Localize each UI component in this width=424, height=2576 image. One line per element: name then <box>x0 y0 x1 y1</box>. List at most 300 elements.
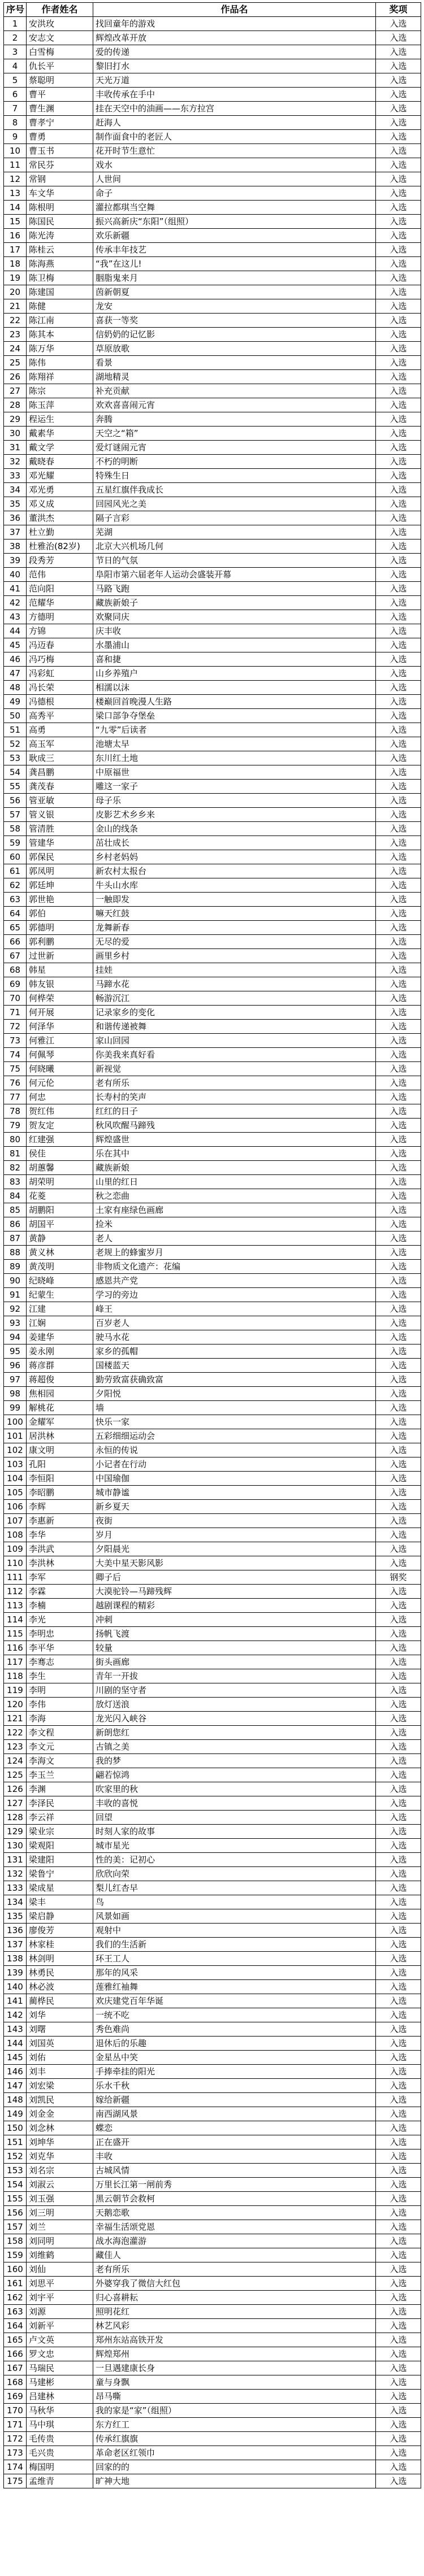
author-name: 龚茂春 <box>27 780 93 794</box>
row-number: 64 <box>4 907 27 921</box>
row-number: 140 <box>4 1980 27 1994</box>
row-number: 56 <box>4 794 27 808</box>
author-name: 曹生渊 <box>27 102 93 116</box>
award: 入选 <box>376 723 421 737</box>
table-row <box>4 158 421 172</box>
author-name: 马秋华 <box>27 2404 93 2418</box>
award: 入选 <box>376 511 421 525</box>
award: 入选 <box>376 1542 421 1556</box>
row-number: 93 <box>4 1316 27 1330</box>
table-row <box>4 1867 421 1881</box>
author-name: 刘金金 <box>27 2107 93 2121</box>
award: 入选 <box>376 1500 421 1514</box>
table-row <box>4 1726 421 1740</box>
award: 入选 <box>376 2474 421 2488</box>
row-number: 77 <box>4 1090 27 1104</box>
table-row <box>4 1472 421 1486</box>
work-title: 不朽的明断 <box>93 455 376 469</box>
work-title: 川剧的坚守者 <box>93 1683 376 1698</box>
author-name: 曹孝宁 <box>27 116 93 130</box>
author-name: 李光 <box>27 1613 93 1627</box>
row-number: 22 <box>4 314 27 328</box>
row-number: 139 <box>4 1966 27 1980</box>
work-title: 蝶恋 <box>93 2121 376 2135</box>
row-number: 144 <box>4 2037 27 2051</box>
author-name: 李伟 <box>27 1698 93 1712</box>
award: 入选 <box>376 1048 421 1062</box>
award: 入选 <box>376 427 421 441</box>
award: 入选 <box>376 808 421 822</box>
row-number: 16 <box>4 229 27 243</box>
author-name: 杜雅治(82岁) <box>27 539 93 554</box>
table-row <box>4 1853 421 1867</box>
work-title: 旷神大地 <box>93 2474 376 2488</box>
row-number: 151 <box>4 2135 27 2149</box>
work-title: 中原福世 <box>93 765 376 780</box>
award: 入选 <box>376 2149 421 2164</box>
row-number: 127 <box>4 1796 27 1811</box>
table-row <box>4 1909 421 1924</box>
author-name: 林剑明 <box>27 1952 93 1966</box>
row-number: 133 <box>4 1881 27 1895</box>
table-row <box>4 215 421 229</box>
award: 入选 <box>376 2135 421 2149</box>
table-row <box>4 1147 421 1161</box>
row-number: 119 <box>4 1683 27 1698</box>
author-name: 龚昌鹏 <box>27 765 93 780</box>
award: 入选 <box>376 2277 421 2291</box>
author-name: 曹玉书 <box>27 144 93 158</box>
work-title: 回园风光之美 <box>93 497 376 511</box>
table-row <box>4 1217 421 1232</box>
award: 入选 <box>376 130 421 144</box>
work-title: 畅游沉江 <box>93 991 376 1006</box>
table-row <box>4 554 421 568</box>
row-number: 89 <box>4 1260 27 1274</box>
work-title: 辉煌改革开放 <box>93 31 376 45</box>
table-row <box>4 2093 421 2107</box>
table-row <box>4 2135 421 2149</box>
table-row <box>4 1302 421 1316</box>
row-number: 5 <box>4 73 27 88</box>
row-number: 123 <box>4 1740 27 1754</box>
row-number: 68 <box>4 963 27 977</box>
row-number: 107 <box>4 1514 27 1528</box>
award: 入选 <box>376 1881 421 1895</box>
work-title: 五星红旗伴我成长 <box>93 483 376 497</box>
author-name: 李昭鹏 <box>27 1486 93 1500</box>
table-row <box>4 2460 421 2474</box>
work-title: 嫁给新疆 <box>93 2093 376 2107</box>
award: 入选 <box>376 1175 421 1189</box>
work-title: 勤劳致富获确致富 <box>93 1373 376 1387</box>
author-name: 李军 <box>27 1570 93 1585</box>
author-name: 管清胜 <box>27 822 93 836</box>
row-number: 171 <box>4 2418 27 2432</box>
table-row <box>4 2305 421 2319</box>
table-row <box>4 384 421 398</box>
author-name: 管建华 <box>27 836 93 850</box>
row-number: 155 <box>4 2192 27 2206</box>
table-row <box>4 1669 421 1683</box>
work-title: 东川红土地 <box>93 751 376 765</box>
row-number: 78 <box>4 1104 27 1119</box>
work-title: 大漠驼铃—马蹄残辉 <box>93 1585 376 1599</box>
row-number: 141 <box>4 1994 27 2008</box>
award: 入选 <box>376 469 421 483</box>
table-row <box>4 1881 421 1895</box>
author-name: 姜永刚 <box>27 1344 93 1359</box>
author-name: 马中琪 <box>27 2418 93 2432</box>
row-number: 30 <box>4 427 27 441</box>
work-title: 天光万道 <box>93 73 376 88</box>
row-number: 118 <box>4 1669 27 1683</box>
row-number: 28 <box>4 398 27 412</box>
work-title: 池塘太早 <box>93 737 376 751</box>
table-row <box>4 2432 421 2446</box>
row-number: 84 <box>4 1189 27 1203</box>
author-name: 郭保民 <box>27 850 93 864</box>
work-title: 节日的气氛 <box>93 554 376 568</box>
award: 入选 <box>376 1443 421 1457</box>
work-title: 莲雅红袖舞 <box>93 1980 376 1994</box>
header-work-title: 作品名 <box>93 3 376 17</box>
row-number: 145 <box>4 2051 27 2065</box>
author-name: 何佩琴 <box>27 1048 93 1062</box>
row-number: 121 <box>4 1712 27 1726</box>
award: 入选 <box>376 384 421 398</box>
row-number: 72 <box>4 1020 27 1034</box>
author-name: 刘凯民 <box>27 2093 93 2107</box>
row-number: 80 <box>4 1133 27 1147</box>
author-name: 李明 <box>27 1683 93 1698</box>
award: 入选 <box>376 2390 421 2404</box>
work-title: 欢聚同庆 <box>93 610 376 624</box>
table-row <box>4 73 421 88</box>
table-row <box>4 1203 421 1217</box>
work-title: 峰王 <box>93 1302 376 1316</box>
work-title: 学习的旁边 <box>93 1288 376 1302</box>
table-row <box>4 2333 421 2347</box>
table-row <box>4 314 421 328</box>
award: 入选 <box>376 568 421 582</box>
row-number: 82 <box>4 1161 27 1175</box>
work-title: “我”在这儿! <box>93 257 376 271</box>
award: 入选 <box>376 1698 421 1712</box>
table-row <box>4 610 421 624</box>
award: 入选 <box>376 45 421 59</box>
award: 入选 <box>376 172 421 186</box>
work-title: 正在盛开 <box>93 2135 376 2149</box>
row-number: 102 <box>4 1443 27 1457</box>
row-number: 166 <box>4 2347 27 2361</box>
author-name: 邓光耀 <box>27 469 93 483</box>
row-number: 14 <box>4 201 27 215</box>
table-row <box>4 1570 421 1585</box>
row-number: 169 <box>4 2390 27 2404</box>
award: 入选 <box>376 2291 421 2305</box>
award: 入选 <box>376 1034 421 1048</box>
work-title: 湖地精灵 <box>93 370 376 384</box>
work-title: 小记者在行动 <box>93 1457 376 1472</box>
table-row <box>4 1500 421 1514</box>
award: 入选 <box>376 1867 421 1881</box>
table-row <box>4 1924 421 1938</box>
author-name: 刘仙 <box>27 2262 93 2277</box>
award: 入选 <box>376 667 421 681</box>
award: 入选 <box>376 2220 421 2234</box>
work-title: 永恒的传说 <box>93 1443 376 1457</box>
award: 入选 <box>376 398 421 412</box>
work-title: 青年一开拔 <box>93 1669 376 1683</box>
table-row <box>4 1373 421 1387</box>
award: 入选 <box>376 1895 421 1909</box>
table-row <box>4 370 421 384</box>
table-row <box>4 1712 421 1726</box>
header-author-name: 作者姓名 <box>27 3 93 17</box>
table-row <box>4 229 421 243</box>
work-title: 芜湖 <box>93 525 376 539</box>
work-title: 楼巅回首晚漫人生路 <box>93 695 376 709</box>
table-row <box>4 511 421 525</box>
work-title: 夕阳晨光 <box>93 1542 376 1556</box>
row-number: 33 <box>4 469 27 483</box>
row-number: 9 <box>4 130 27 144</box>
award: 入选 <box>376 949 421 963</box>
award: 入选 <box>376 1147 421 1161</box>
award: 入选 <box>376 1683 421 1698</box>
award: 入选 <box>376 1161 421 1175</box>
row-number: 23 <box>4 328 27 342</box>
award: 入选 <box>376 2051 421 2065</box>
work-title: 古城风情 <box>93 2164 376 2178</box>
work-title: 秋之恋曲 <box>93 1189 376 1203</box>
row-number: 26 <box>4 370 27 384</box>
author-name: 梅国明 <box>27 2460 93 2474</box>
row-number: 142 <box>4 2008 27 2022</box>
table-row <box>4 59 421 73</box>
award: 入选 <box>376 1599 421 1613</box>
table-row <box>4 596 421 610</box>
row-number: 83 <box>4 1175 27 1189</box>
row-number: 17 <box>4 243 27 257</box>
table-row <box>4 582 421 596</box>
table-row <box>4 893 421 907</box>
author-name: 冯迈春 <box>27 638 93 652</box>
row-number: 49 <box>4 695 27 709</box>
row-number: 146 <box>4 2065 27 2079</box>
author-name: 纪晓峰 <box>27 1274 93 1288</box>
work-title: 茵新朝夏 <box>93 285 376 299</box>
table-row <box>4 949 421 963</box>
author-name: 马建彬 <box>27 2375 93 2390</box>
author-name: 董洪杰 <box>27 511 93 525</box>
author-name: 李明忠 <box>27 1627 93 1641</box>
author-name: 李泽民 <box>27 1796 93 1811</box>
author-name: 江建 <box>27 1302 93 1316</box>
table-row <box>4 2008 421 2022</box>
author-name: 曹平 <box>27 88 93 102</box>
award: 入选 <box>376 116 421 130</box>
table-row <box>4 1316 421 1330</box>
row-number: 125 <box>4 1768 27 1782</box>
table-row <box>4 1952 421 1966</box>
author-name: 何忠 <box>27 1090 93 1104</box>
table-row <box>4 1514 421 1528</box>
row-number: 74 <box>4 1048 27 1062</box>
work-title: 新乡夏天 <box>93 1500 376 1514</box>
author-name: 陈宗 <box>27 384 93 398</box>
award: 入选 <box>376 1415 421 1429</box>
row-number: 73 <box>4 1034 27 1048</box>
work-title: 手捧牵挂的阳光 <box>93 2065 376 2079</box>
results-table <box>3 2 421 2488</box>
table-row <box>4 2037 421 2051</box>
row-number: 65 <box>4 921 27 935</box>
table-row <box>4 2262 421 2277</box>
work-title: 越剧课程的精彩 <box>93 1599 376 1613</box>
author-name: 郭伯 <box>27 907 93 921</box>
row-number: 116 <box>4 1641 27 1655</box>
work-title: 归心喜耕耘 <box>93 2291 376 2305</box>
work-title: 古镇之美 <box>93 1740 376 1754</box>
award: 入选 <box>376 765 421 780</box>
author-name: 卢文英 <box>27 2333 93 2347</box>
award: 入选 <box>376 1090 421 1104</box>
author-name: 金耀军 <box>27 1415 93 1429</box>
author-name: 仇长平 <box>27 59 93 73</box>
row-number: 34 <box>4 483 27 497</box>
table-row <box>4 271 421 285</box>
award: 入选 <box>376 794 421 808</box>
work-title: “九零”后读者 <box>93 723 376 737</box>
work-title: 梨儿红杏早 <box>93 1881 376 1895</box>
author-name: 陈国民 <box>27 215 93 229</box>
row-number: 48 <box>4 681 27 695</box>
row-number: 1 <box>4 17 27 31</box>
award: 入选 <box>376 201 421 215</box>
table-row <box>4 116 421 130</box>
work-title: 老有所乐 <box>93 1076 376 1090</box>
table-row <box>4 568 421 582</box>
table-row <box>4 1698 421 1712</box>
row-number: 159 <box>4 2248 27 2262</box>
table-row <box>4 794 421 808</box>
table-row <box>4 356 421 370</box>
row-number: 164 <box>4 2319 27 2333</box>
work-title: 万里长江第一闸前秀 <box>93 2178 376 2192</box>
row-number: 94 <box>4 1330 27 1344</box>
work-title: 藏族新娘子 <box>93 596 376 610</box>
award: 入选 <box>376 695 421 709</box>
work-title: 感恩共产党 <box>93 1274 376 1288</box>
author-name: 刘维鹤 <box>27 2248 93 2262</box>
author-name: 陈翔祥 <box>27 370 93 384</box>
row-number: 109 <box>4 1542 27 1556</box>
author-name: 何雅江 <box>27 1034 93 1048</box>
work-title: 嘛天红鼓 <box>93 907 376 921</box>
work-title: 退休后的乐趣 <box>93 2037 376 2051</box>
work-title: 吹家里的秋 <box>93 1782 376 1796</box>
work-title: 制作面食中的老匠人 <box>93 130 376 144</box>
award: 入选 <box>376 215 421 229</box>
table-row <box>4 130 421 144</box>
work-title: 非物质文化遗产：花编 <box>93 1260 376 1274</box>
work-title: 革命老区红领巾 <box>93 2446 376 2460</box>
table-row <box>4 737 421 751</box>
table-row <box>4 1994 421 2008</box>
work-title: 挂在天空中的油画——东方拉宫 <box>93 102 376 116</box>
work-title: 金星丛中笑 <box>93 2051 376 2065</box>
author-name: 纪蒙生 <box>27 1288 93 1302</box>
table-row <box>4 45 421 59</box>
header-award: 奖项 <box>376 3 421 17</box>
author-name: 李海 <box>27 1712 93 1726</box>
table-row <box>4 1599 421 1613</box>
work-title: 鸟 <box>93 1895 376 1909</box>
author-name: 蒋彦群 <box>27 1359 93 1373</box>
row-number: 137 <box>4 1938 27 1952</box>
author-name: 李华 <box>27 1528 93 1542</box>
row-number: 138 <box>4 1952 27 1966</box>
work-title: 大美中星天影风影 <box>93 1556 376 1570</box>
row-number: 76 <box>4 1076 27 1090</box>
table-row <box>4 2079 421 2093</box>
row-number: 79 <box>4 1119 27 1133</box>
author-name: 李海文 <box>27 1754 93 1768</box>
table-row <box>4 1344 421 1359</box>
table-row <box>4 638 421 652</box>
row-number: 66 <box>4 935 27 949</box>
row-number: 161 <box>4 2277 27 2291</box>
work-title: 回家的的 <box>93 2460 376 2474</box>
award: 入选 <box>376 2262 421 2277</box>
award: 入选 <box>376 652 421 667</box>
work-title: 岁月 <box>93 1528 376 1542</box>
work-title: 东方红工 <box>93 2418 376 2432</box>
header-no: 序号 <box>4 3 27 17</box>
award: 入选 <box>376 441 421 455</box>
work-title: 那年的风采 <box>93 1966 376 1980</box>
author-name: 戴文学 <box>27 441 93 455</box>
author-name: 马瑞民 <box>27 2361 93 2375</box>
author-name: 李辉 <box>27 1500 93 1514</box>
table-row <box>4 1782 421 1796</box>
table-row <box>4 1486 421 1500</box>
award: 入选 <box>376 1768 421 1782</box>
award: 入选 <box>376 638 421 652</box>
table-row <box>4 1683 421 1698</box>
table-row <box>4 695 421 709</box>
award: 入选 <box>376 2347 421 2361</box>
award: 入选 <box>376 1387 421 1401</box>
row-number: 112 <box>4 1585 27 1599</box>
work-title: 找回童年的游戏 <box>93 17 376 31</box>
table-row <box>4 1768 421 1782</box>
author-name: 郭德明 <box>27 921 93 935</box>
table-row <box>4 88 421 102</box>
row-number: 75 <box>4 1062 27 1076</box>
award: 入选 <box>376 1980 421 1994</box>
row-number: 47 <box>4 667 27 681</box>
row-number: 60 <box>4 850 27 864</box>
row-number: 81 <box>4 1147 27 1161</box>
author-name: 陈根明 <box>27 201 93 215</box>
award: 入选 <box>376 1344 421 1359</box>
award: 入选 <box>376 2065 421 2079</box>
award: 入选 <box>376 1062 421 1076</box>
award: 入选 <box>376 2418 421 2432</box>
